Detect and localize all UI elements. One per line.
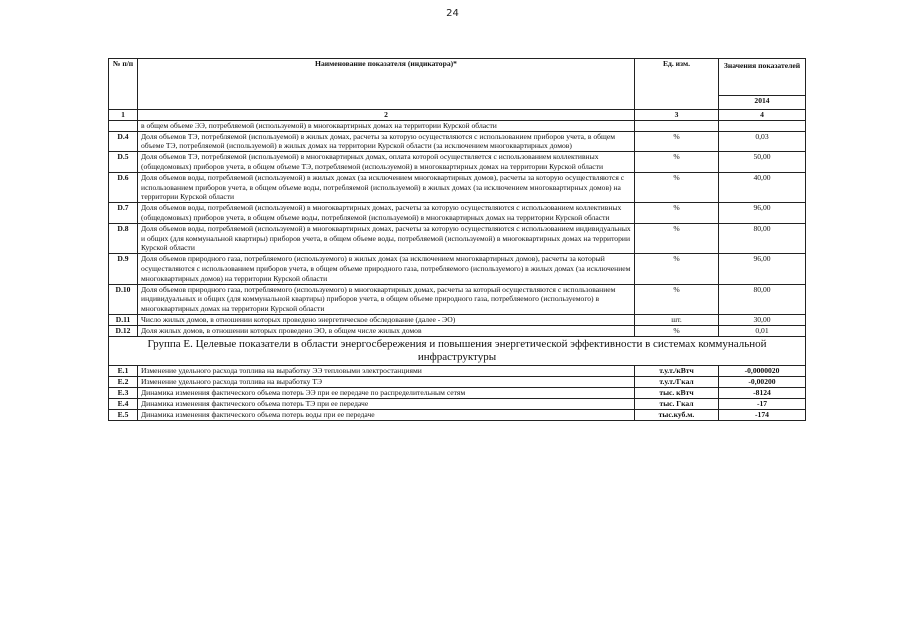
row-number: D.10 (109, 284, 138, 314)
indicator-name: Динамика изменения фактического объема потерь ТЭ при ее передаче (138, 398, 635, 409)
indicator-name: Число жилых домов, в отношении которых проведено энергетическое обследование (далее - ЭО) (138, 314, 635, 325)
value-2014: -0,0000020 (719, 365, 806, 376)
index-row (109, 110, 806, 121)
row-number: D.8 (109, 223, 138, 253)
table-row (109, 131, 806, 152)
table-row (109, 365, 806, 376)
value-2014: 96,00 (719, 254, 806, 284)
unit: % (635, 203, 719, 224)
unit: т.у.т./кВтч (635, 365, 719, 376)
unit: тыс. Гкал (635, 398, 719, 409)
row-number: D.7 (109, 203, 138, 224)
indicator-name: Доля объемов ТЭ, потребляемой (используемой) в жилых домах, расчеты за которую осуществляются с использованием приборов учета, в общем объеме ТЭ, потребляемой (используемой) в жилых домах на территории Курской области (за исключением многоквартирных домов) (138, 131, 635, 152)
row-number: E.2 (109, 376, 138, 387)
unit: тыс. кВтч (635, 387, 719, 398)
table-row (109, 325, 806, 336)
unit: % (635, 172, 719, 202)
indicator-name: Доля объемов воды, потребляемой (используемой) в жилых домах (за исключением многоквартирных домов), расчеты за которую осуществляются с использованием приборов учета, в общем объеме воды, потребляемой (используемой) в жилых домах (за исключением многоквартирных домов) на территории Курской области (138, 172, 635, 202)
unit: шт. (635, 314, 719, 325)
header-unit: Ед. изм. (635, 59, 719, 110)
header-row (109, 59, 806, 96)
index-cell: 1 (109, 110, 138, 121)
indicator-name: Доля объемов воды, потребляемой (используемой) в многоквартирных домах, расчеты за которую осуществляются с использованием коллективных (общедомовых) приборов учета, в общем объеме воды, потребляемой (используемой) в многоквартирных домах на территории Курской области (138, 203, 635, 224)
table-row (109, 398, 806, 409)
row-number: D.6 (109, 172, 138, 202)
value-2014: -174 (719, 409, 806, 420)
value-2014: 80,00 (719, 223, 806, 253)
value-2014: -17 (719, 398, 806, 409)
row-number: E.4 (109, 398, 138, 409)
value-2014: -8124 (719, 387, 806, 398)
row-number: E.3 (109, 387, 138, 398)
value-2014: 40,00 (719, 172, 806, 202)
header-values: Значения показателей (719, 59, 806, 96)
empty-cell (719, 120, 806, 131)
indicator-name: Доля объемов природного газа, потребляемого (используемого) в многоквартирных домах, расчеты за который осуществляются с использованием индивидуальных и общих (для коммунальной квартиры) приборов учета, в общем объеме природного газа, потребляемого (используемого) в многоквартирных домах на территории Курской области (138, 284, 635, 314)
row-number: E.5 (109, 409, 138, 420)
row-number: D.9 (109, 254, 138, 284)
table-row (109, 152, 806, 173)
index-cell: 3 (635, 110, 719, 121)
value-2014: 0,01 (719, 325, 806, 336)
table-row (109, 254, 806, 284)
table-row (109, 409, 806, 420)
unit: % (635, 254, 719, 284)
group-e-row (109, 336, 806, 365)
row-number: D.11 (109, 314, 138, 325)
value-2014: 30,00 (719, 314, 806, 325)
continuation-text: в общем объеме ЭЭ, потребляемой (используемой) в многоквартирных домах на территории Курской области (138, 120, 635, 131)
table-row (109, 172, 806, 202)
header-name: Наименование показателя (индикатора)* (138, 59, 635, 110)
indicators-table (108, 58, 806, 421)
table-row (109, 314, 806, 325)
table-row (109, 387, 806, 398)
empty-cell (109, 120, 138, 131)
table-row (109, 376, 806, 387)
unit: % (635, 325, 719, 336)
table-row (109, 203, 806, 224)
unit: т.у.т./Гкал (635, 376, 719, 387)
indicator-name: Изменение удельного расхода топлива на выработку ЭЭ тепловыми электростанциями (138, 365, 635, 376)
index-cell: 2 (138, 110, 635, 121)
value-2014: -0,00200 (719, 376, 806, 387)
row-number: D.12 (109, 325, 138, 336)
row-number: D.5 (109, 152, 138, 173)
row-number: D.4 (109, 131, 138, 152)
page-number: 24 (446, 8, 459, 19)
value-2014: 96,00 (719, 203, 806, 224)
index-cell: 4 (719, 110, 806, 121)
unit: тыс.куб.м. (635, 409, 719, 420)
table-row (109, 223, 806, 253)
row-number: E.1 (109, 365, 138, 376)
indicator-name: Динамика изменения фактического объема потерь воды при ее передаче (138, 409, 635, 420)
unit: % (635, 131, 719, 152)
indicator-name: Динамика изменения фактического объема потерь ЭЭ при ее передаче по распределительным сетям (138, 387, 635, 398)
group-e-title: Группа Е. Целевые показатели в области энергосбережения и повышения энергетической эффективности в системах коммунальной инфраструктуры (109, 336, 806, 365)
indicator-name: Доля жилых домов, в отношении которых проведено ЭО, в общем числе жилых домов (138, 325, 635, 336)
empty-cell (635, 120, 719, 131)
value-2014: 80,00 (719, 284, 806, 314)
unit: % (635, 152, 719, 173)
unit: % (635, 223, 719, 253)
table-row (109, 284, 806, 314)
value-2014: 50,00 (719, 152, 806, 173)
indicator-name: Доля объемов ТЭ, потребляемой (используемой) в многоквартирных домах, оплата которой осуществляется с использованием коллективных (общедомовых) приборов учета, в общем объеме ТЭ, потребляемой (используемой) в многоквартирных домах на территории Курской области (138, 152, 635, 173)
indicator-name: Доля объемов природного газа, потребляемого (используемого) в жилых домах (за исключением многоквартирных домов), расчеты за который осуществляются с использованием приборов учета, в общем объеме природного газа, потребляемого (используемого) в жилых домах (за исключением многоквартирных домов) на территории Курской области (138, 254, 635, 284)
header-year: 2014 (719, 96, 806, 110)
indicator-name: Доля объемов воды, потребляемой (используемой) в многоквартирных домах, расчеты за которую осуществляются с использованием индивидуальных и общих (для коммунальной квартиры) приборов учета, в общем объеме воды, потребляемой (используемой) в многоквартирных домах на территории Курской области (138, 223, 635, 253)
header-num: № п/п (109, 59, 138, 110)
value-2014: 0,03 (719, 131, 806, 152)
unit: % (635, 284, 719, 314)
continuation-row (109, 120, 806, 131)
indicator-name: Изменение удельного расхода топлива на выработку ТЭ (138, 376, 635, 387)
